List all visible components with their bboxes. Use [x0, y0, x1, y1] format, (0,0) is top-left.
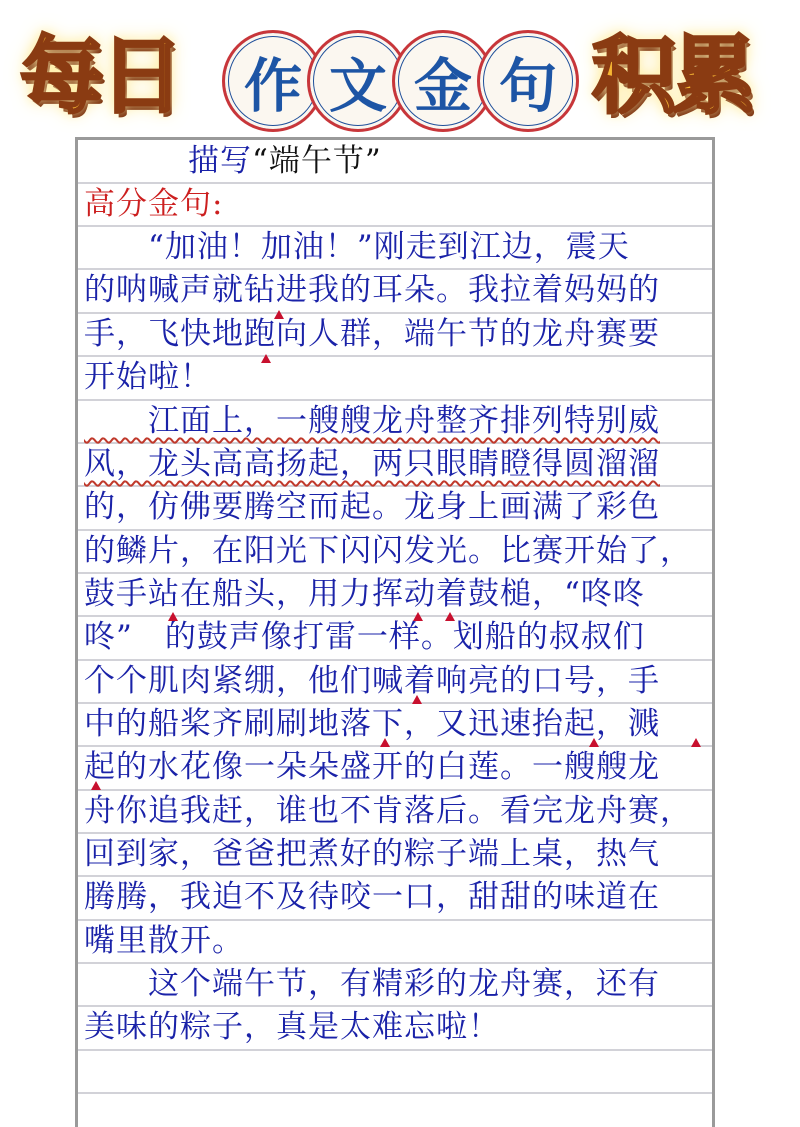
caret-marker-icon: [413, 612, 423, 621]
essay-title: [188, 140, 706, 183]
essay-line: 回到家，爸爸把煮好的粽子端上桌，热气: [84, 836, 660, 872]
caret-marker-icon: [261, 354, 271, 363]
banner: [0, 0, 800, 135]
banner-word-accumulate: 积累: [592, 27, 753, 125]
caret-marker-icon: [168, 612, 178, 621]
banner-circle-jin: 金: [392, 30, 494, 132]
essay-line-highlighted: 风，龙头高高扬起，两只眼睛瞪得圆溜溜: [84, 446, 660, 482]
caret-marker-icon: [691, 738, 701, 747]
essay-line: 的呐喊声就钻进我的耳朵。我拉着妈妈的: [84, 272, 660, 308]
caret-marker-icon: [380, 738, 390, 747]
caret-marker-icon: [412, 695, 422, 704]
essay-line: 的，仿佛要腾空而起。龙身上画满了彩色: [84, 489, 660, 525]
rule-line: [78, 1092, 712, 1094]
caret-marker-icon: [589, 738, 599, 747]
title-prefix: 描写: [188, 143, 252, 179]
essay-line: 咚” 的鼓声像打雷一样。划船的叔叔们: [84, 619, 645, 655]
essay-line: 的鳞片，在阳光下闪闪发光。比赛开始了，: [84, 533, 692, 569]
essay-line: 个个肌肉紧绷，他们喊着响亮的口号，手: [84, 663, 660, 699]
essay-line: 腾腾，我迫不及待咬一口，甜甜的味道在: [84, 879, 660, 915]
lined-paper: [75, 137, 715, 1127]
essay-line: “加油！加油！”刚走到江边，震天: [84, 229, 630, 265]
caret-marker-icon: [274, 310, 284, 319]
essay-line: 鼓手站在船头，用力挥动着鼓槌，“咚咚: [84, 576, 645, 612]
rule-line: [78, 1049, 712, 1051]
essay-line: 开始啦！: [84, 359, 212, 395]
essay-line: 中的船桨齐刷刷地落下，又迅速抬起，溅: [84, 706, 660, 742]
essay-line: 起的水花像一朵朵盛开的白莲。一艘艘龙: [84, 749, 660, 785]
banner-circle-ju: 句: [477, 30, 579, 132]
caret-marker-icon: [445, 612, 455, 621]
title-topic: “端午节”: [252, 143, 382, 179]
section-heading: 高分金句:: [84, 186, 224, 222]
caret-marker-icon: [91, 781, 101, 790]
essay-line-highlighted: 江面上，一艘艘龙舟整齐排列特别威: [84, 403, 660, 439]
essay-line: 美味的粽子，真是太难忘啦！: [84, 1009, 500, 1045]
essay-line: 舟你追我赶，谁也不肯落后。看完龙舟赛，: [84, 793, 692, 829]
essay-line: 嘴里散开。: [84, 923, 244, 959]
banner-circle-zuo: 作: [222, 30, 324, 132]
banner-circle-wen: 文: [307, 30, 409, 132]
essay-line: 这个端午节，有精彩的龙舟赛，还有: [84, 966, 660, 1002]
essay-line: 手，飞快地跑向人群，端午节的龙舟赛要: [84, 316, 660, 352]
banner-word-daily: 每日: [20, 27, 181, 125]
